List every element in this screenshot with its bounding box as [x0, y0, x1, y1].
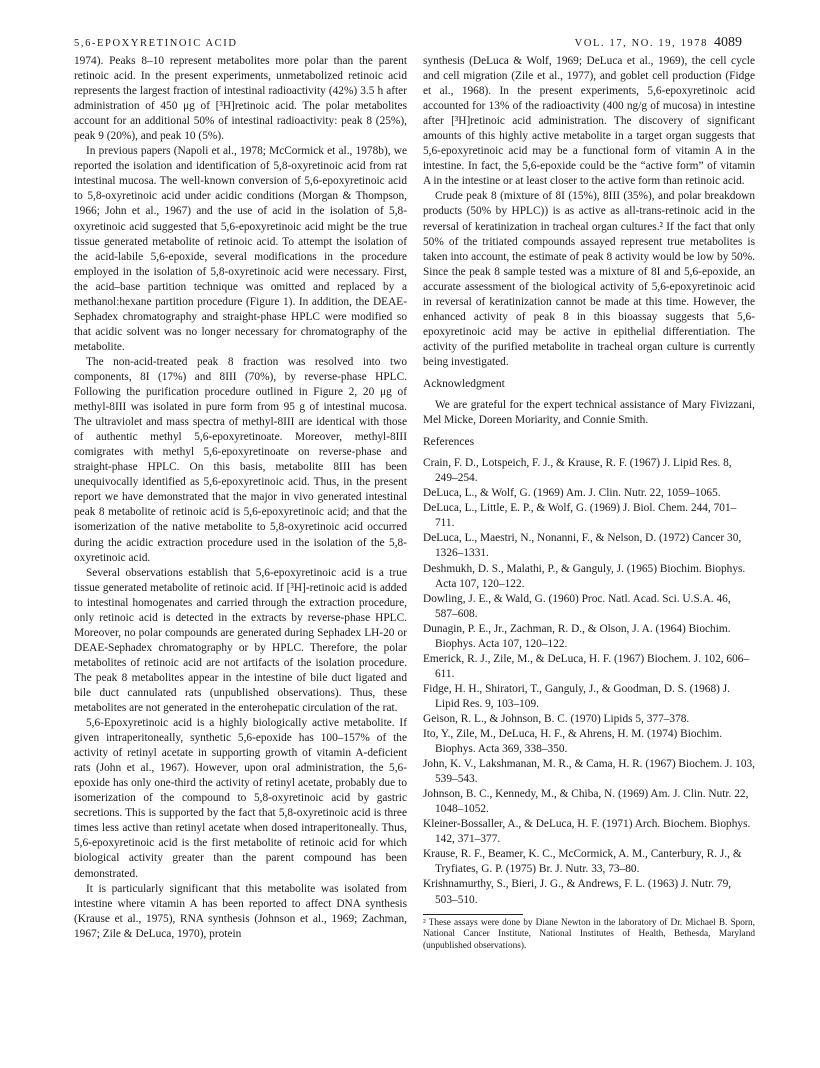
reference-item: Deshmukh, D. S., Malathi, P., & Ganguly, J. (1965) Biochim. Biophys. Acta 107, 120–122. [423, 562, 746, 590]
reference-list [423, 456, 755, 907]
paragraph: It is particularly significant that this metabolite was isolated from intestine where vitamin A has been reported to affect DNA synthesis (Krause et al., 1975), RNA synthesis (Johnson et al., 1969; Zachman, 1967; Zile & DeLuca, 1970), protein [74, 882, 407, 940]
reference-item: Geison, R. L., & Johnson, B. C. (1970) Lipids 5, 377–378. [423, 712, 690, 725]
paragraph: 5,6-Epoxyretinoic acid is a highly biologically active metabolite. If given intraperitoneally, synthetic 5,6-epoxide has 100–157% of the activity of retinyl acetate in supporting growth of vitamin A-deficient rats (John et al., 1967). However, upon oral administration, the 5,6-epoxide has only one-third the activity of retinyl acetate, probably due to isomerization of the compound to 5,8-oxyretinoic acid by gastric secretions. This is supported by the fact that 5,8-oxyretinoic acid is three times less active than retinyl acetate when dosed intraperitoneally. Thus, 5,6-epoxyretinoic acid is the first metabolite of retinoic acid for which biological activity greater than the parent compound has been demonstrated. [74, 717, 407, 880]
reference-item: Krishnamurthy, S., Bieri, J. G., & Andrews, F. L. (1963) J. Nutr. 79, 503–510. [423, 878, 732, 906]
running-title: 5,6-EPOXYRETINOIC ACID [74, 38, 238, 49]
paragraph: In previous papers (Napoli et al., 1978; McCormick et al., 1978b), we reported the isolation and identification of 5,8-oxyretinoic acid from rat intestinal mucosa. The well-known conversion of 5,6-epoxyretinoic acid to 5,8-oxyretinoic acid under acidic conditions (Morgan & Thompson, 1966; John et al., 1967) and the use of acid in the isolation of 5,8-oxyretinoic acid suggested that 5,6-epoxyretinoic acid might be the true tissue generated metabolite of retinoic acid. To attempt the isolation of the acid-labile 5,6-epoxide, several modifications in the procedure employed in the isolation of 5,8-oxyretinoic acid were necessary. First, the acid–base partition technique was omitted and replaced by a methanol:hexane partition procedure (Figure 1). In addition, the DEAE-Sephadex chromatography and straight-phase HPLC were modified so that acidic solvent was no longer necessary for chromatography of the metabolite. [74, 145, 407, 353]
footnote: ² These assays were done by Diane Newton in the laboratory of Dr. Michael B. Sporn, National Cancer Institute, National Institutes of Health, Bethesda, Maryland (unpublished observations). [423, 917, 755, 951]
reference-item: Kleiner-Bossaller, A., & DeLuca, H. F. (1971) Arch. Biochem. Biophys. 142, 371–377. [423, 818, 751, 846]
journal-header [575, 35, 742, 51]
reference-item: Emerick, R. J., Zile, M., & DeLuca, H. F. (1967) Biochem. J. 102, 606–611. [423, 652, 750, 680]
footnote-divider [423, 914, 523, 915]
reference-item: Ito, Y., Zile, M., DeLuca, H. F., & Ahrens, H. M. (1974) Biochim. Biophys. Acta 369, 338–350. [423, 728, 723, 756]
left-column [74, 54, 407, 942]
paragraph: Several observations establish that 5,6-epoxyretinoic acid is a true tissue generated metabolite of retinoic acid. If [³H]-retinoic acid is added to intestinal homogenates and carried through the extraction procedure, only retinoic acid is detected in the extracts by reverse-phase HPLC. Moreover, no polar compounds are generated during Sephadex LH-20 or DEAE-Sephadex chromatography or by HPLC. Therefore, the polar metabolites of retinoic acid are not artifacts of the isolation procedure. The peak 8 metabolites appear in the intestine of bile duct ligated and bile duct cannulated rats (unpublished observations). Thus, these metabolites are not generated in the enterohepatic circulation of the rat. [74, 566, 407, 715]
reference-item: Johnson, B. C., Kennedy, M., & Chiba, N. (1969) Am. J. Clin. Nutr. 22, 1048–1052. [423, 788, 749, 816]
paragraph: synthesis (DeLuca & Wolf, 1969; DeLuca et al., 1969), the cell cycle and cell migration (Zile et al., 1977), and goblet cell production (Fidge et al., 1968). In the present experiments, 5,6-epoxyretinoic acid accounted for 13% of the radioactivity (400 ng/g of mucosa) in intestine after [³H]retinoic acid administration. The discovery of significant amounts of this highly active metabolite in a target organ suggests that 5,6-epoxyretinoic acid may be a functional form of vitamin A in the intestine. In fact, the 5,6-epoxide could be the “active form” of vitamin A in the intestine or at least closer to the active form than retinoic acid. [423, 55, 755, 188]
reference-item: DeLuca, L., & Wolf, G. (1969) Am. J. Clin. Nutr. 22, 1059–1065. [423, 487, 721, 500]
page-number: 4089 [714, 35, 742, 50]
reference-item: John, K. V., Lakshmanan, M. R., & Cama, H. R. (1967) Biochem. J. 103, 539–543. [423, 758, 755, 786]
reference-item: DeLuca, L., Maestri, N., Nonanni, F., & Nelson, D. (1972) Cancer 30, 1326–1331. [423, 532, 742, 560]
references-heading: References [423, 436, 475, 449]
reference-item: Krause, R. F., Beamer, K. C., McCormick, A. M., Canterbury, R. J., & Tryfiates, G. P. (1975) Br. J. Nutr. 33, 73–80. [423, 848, 742, 876]
acknowledgment-heading: Acknowledgment [423, 377, 505, 390]
acknowledgment-text: We are grateful for the expert technical assistance of Mary Fivizzani, Mel Micke, Doreen Moriarity, and Connie Smith. [423, 399, 755, 427]
reference-item: DeLuca, L., Little, E. P., & Wolf, G. (1969) J. Biol. Chem. 244, 701–711. [423, 502, 737, 530]
journal-issue: VOL. 17, NO. 19, 1978 [574, 38, 708, 49]
paragraph: Crude peak 8 (mixture of 8I (15%), 8III (35%), and polar breakdown products (50% by HPLC)) is as active as all-trans-retinoic acid in the reversal of keratinization in tracheal organ cultures.² If the fact that only 50% of the tritiated compounds assayed represent true metabolites is taken into account, the estimate of peak 8 activity would be low by 50%. Since the peak 8 sample tested was a mixture of 8I and 5,6-epoxide, an accurate assessment of the biological activity of 5,6-epoxyretinoic acid in reversal of keratinization cannot be made at this time. However, the enhanced activity of peak 8 in this bioassay suggests that 5,6-epoxyretinoic acid may be active in epithelial differentiation. The activity of the purified metabolite in tracheal organ culture is currently being investigated. [423, 190, 755, 368]
right-column [423, 54, 755, 952]
paragraph: 1974). Peaks 8–10 represent metabolites more polar than the parent retinoic acid. In the present experiments, unmetabolized retinoic acid represents the largest fraction of intestinal radioactivity (42%) 3.5 h after administration of 450 μg of [³H]retinoic acid. The polar metabolites account for an additional 50% of intestinal radioactivity: peak 8 (25%), peak 9 (20%), and peak 10 (5%). [74, 55, 407, 143]
reference-item: Fidge, H. H., Shiratori, T., Ganguly, J., & Goodman, D. S. (1968) J. Lipid Res. 9, 103–109. [423, 682, 731, 710]
reference-item: Dunagin, P. E., Jr., Zachman, R. D., & Olson, J. A. (1964) Biochim. Biophys. Acta 107, 120–122. [423, 622, 731, 650]
paragraph: The non-acid-treated peak 8 fraction was resolved into two components, 8I (17%) and 8III (70%), by reverse-phase HPLC. Following the purification procedure outlined in Figure 2, 20 μg of methyl-8III was isolated in pure form from 95 g of intestinal mucosa. The ultraviolet and mass spectra of methyl-8III are identical with those of authentic methyl 5,6-epoxyretinoate. Moreover, methyl-8III comigrates with methyl 5,6-epoxyretinoate on reverse-phase and straight-phase HPLC. On this basis, metabolite 8III has been unequivocally identified as 5,6-epoxyretinoic acid. Thus, in the present report we have demonstrated that the major in vivo generated intestinal peak 8 metabolite of retinoic acid is 5,6-epoxyretinoic acid; and that the isomerization of the native metabolite to 5,8-oxyretinoic acid occurred during the acidic extraction procedure used in the isolation of the 5,8-oxyretinoic acid. [74, 355, 407, 564]
reference-item: Crain, F. D., Lotspeich, F. J., & Krause, R. F. (1967) J. Lipid Res. 8, 249–254. [423, 457, 732, 485]
reference-item: Dowling, J. E., & Wald, G. (1960) Proc. Natl. Acad. Sci. U.S.A. 46, 587–608. [423, 592, 731, 620]
